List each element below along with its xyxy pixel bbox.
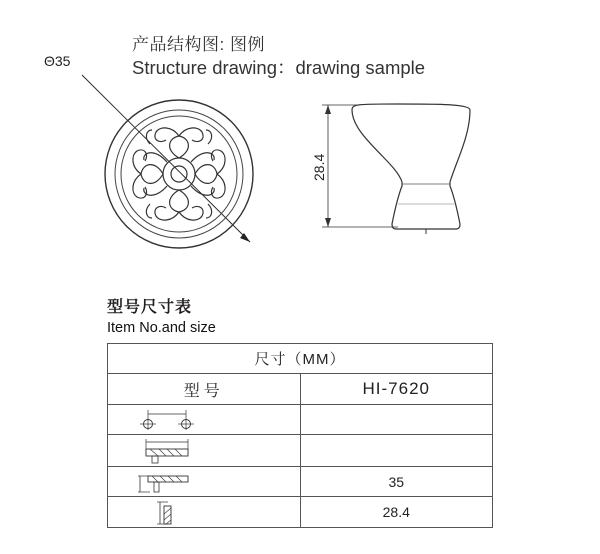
length-icon-cell — [108, 435, 301, 467]
table-row — [108, 435, 493, 467]
height-dimension-label: 28.4 — [311, 153, 327, 181]
height-value: 28.4 — [300, 497, 493, 528]
height-icon-cell — [108, 497, 301, 528]
length-value — [300, 435, 493, 467]
diameter-value: 35 — [300, 467, 493, 497]
size-table-title-en: Item No.and size — [107, 320, 216, 336]
hole-spacing-icon-cell — [108, 405, 301, 435]
hole-spacing-value — [300, 405, 493, 435]
table-row — [108, 497, 493, 528]
drawing-title-cn: 产品结构图: 图例 — [132, 35, 265, 54]
size-table — [107, 343, 493, 528]
diameter-icon — [108, 468, 226, 496]
unit-header: 尺寸（MM） — [108, 344, 493, 374]
drawing-title-en: Structure drawing：drawing sample — [132, 57, 426, 78]
table-row — [108, 374, 493, 405]
diameter-icon-cell — [108, 467, 301, 497]
knob-side-view-drawing — [318, 96, 488, 236]
size-table-title-cn: 型号尺寸表 — [107, 299, 193, 316]
length-icon — [108, 436, 226, 466]
table-row — [108, 405, 493, 435]
diameter-label: Θ35 — [44, 53, 71, 69]
table-row — [108, 344, 493, 374]
model-value-cell: HI-7620 — [300, 374, 493, 405]
model-label-cell: 型号 — [108, 374, 301, 405]
knob-top-view-drawing — [60, 60, 280, 260]
height-icon — [108, 498, 226, 527]
hole-spacing-icon — [108, 406, 226, 434]
table-row — [108, 467, 493, 497]
